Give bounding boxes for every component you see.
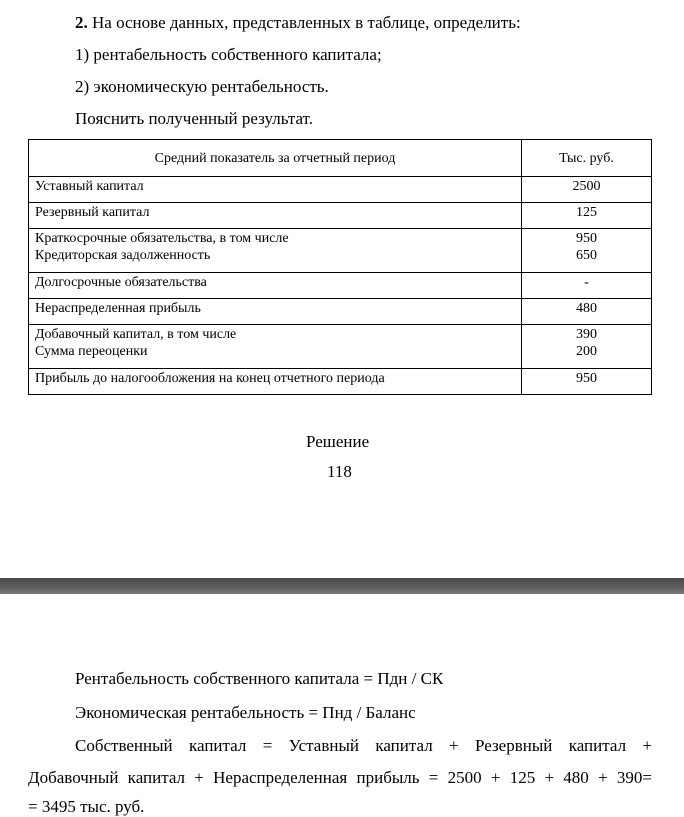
row-label: Уставный капитал [29, 177, 522, 203]
row-label [29, 325, 522, 369]
row-label-line: Краткосрочные обязательства, в том числе [35, 231, 289, 246]
task-number: 2. [75, 13, 88, 32]
row-value-line: 390 [576, 327, 597, 342]
page-number: 118 [327, 462, 352, 481]
row-label [29, 229, 522, 273]
formula-roe: Рентабельность собственного капитала = Пдн / СК [75, 669, 444, 688]
task-item-1: 1) рентабельность собственного капитала; [75, 45, 382, 64]
task-closing: Пояснить полученный результат. [75, 109, 313, 128]
formula-equity-line-2: Добавочный капитал + Нераспределенная прибыль = 2500 + 125 + 480 + 390= [28, 768, 652, 787]
row-value: - [522, 273, 652, 299]
page-break-divider [0, 578, 684, 594]
table-row [29, 203, 652, 229]
row-value: 950 [522, 369, 652, 395]
row-label-line: Кредиторская задолженность [35, 248, 211, 263]
table-header-row [29, 140, 652, 177]
table-row [29, 369, 652, 395]
task-intro [75, 13, 521, 33]
row-label-line: Добавочный капитал, в том числе [35, 327, 237, 342]
row-value: 480 [522, 299, 652, 325]
task-item-2: 2) экономическую рентабельность. [75, 77, 329, 96]
row-label: Прибыль до налогообложения на конец отчетного периода [29, 369, 522, 395]
row-label: Нераспределенная прибыль [29, 299, 522, 325]
row-value-line: 650 [576, 248, 597, 263]
row-value-line: 950 [576, 231, 597, 246]
formula-equity-line-1: Собственный капитал = Уставный капитал + Резервный капитал + [75, 736, 652, 755]
table-header-indicator: Средний показатель за отчетный период [29, 140, 522, 177]
table-row [29, 177, 652, 203]
row-value [522, 229, 652, 273]
row-label: Долгосрочные обязательства [29, 273, 522, 299]
row-value-line: 200 [576, 344, 597, 359]
formula-equity-line-3: = 3495 тыс. руб. [28, 797, 145, 816]
row-label-line: Сумма переоценки [35, 344, 148, 359]
table-row [29, 229, 652, 273]
table-row [29, 273, 652, 299]
table-header-unit: Тыс. руб. [522, 140, 652, 177]
formula-economic-rentability: Экономическая рентабельность = Пнд / Баланс [75, 703, 416, 722]
task-intro-text: На основе данных, представленных в таблице, определить: [92, 13, 521, 32]
row-value: 2500 [522, 177, 652, 203]
table-row [29, 299, 652, 325]
row-value: 125 [522, 203, 652, 229]
row-label: Резервный капитал [29, 203, 522, 229]
row-value [522, 325, 652, 369]
solution-heading: Решение [306, 432, 370, 451]
table-row [29, 325, 652, 369]
data-table [28, 139, 652, 395]
